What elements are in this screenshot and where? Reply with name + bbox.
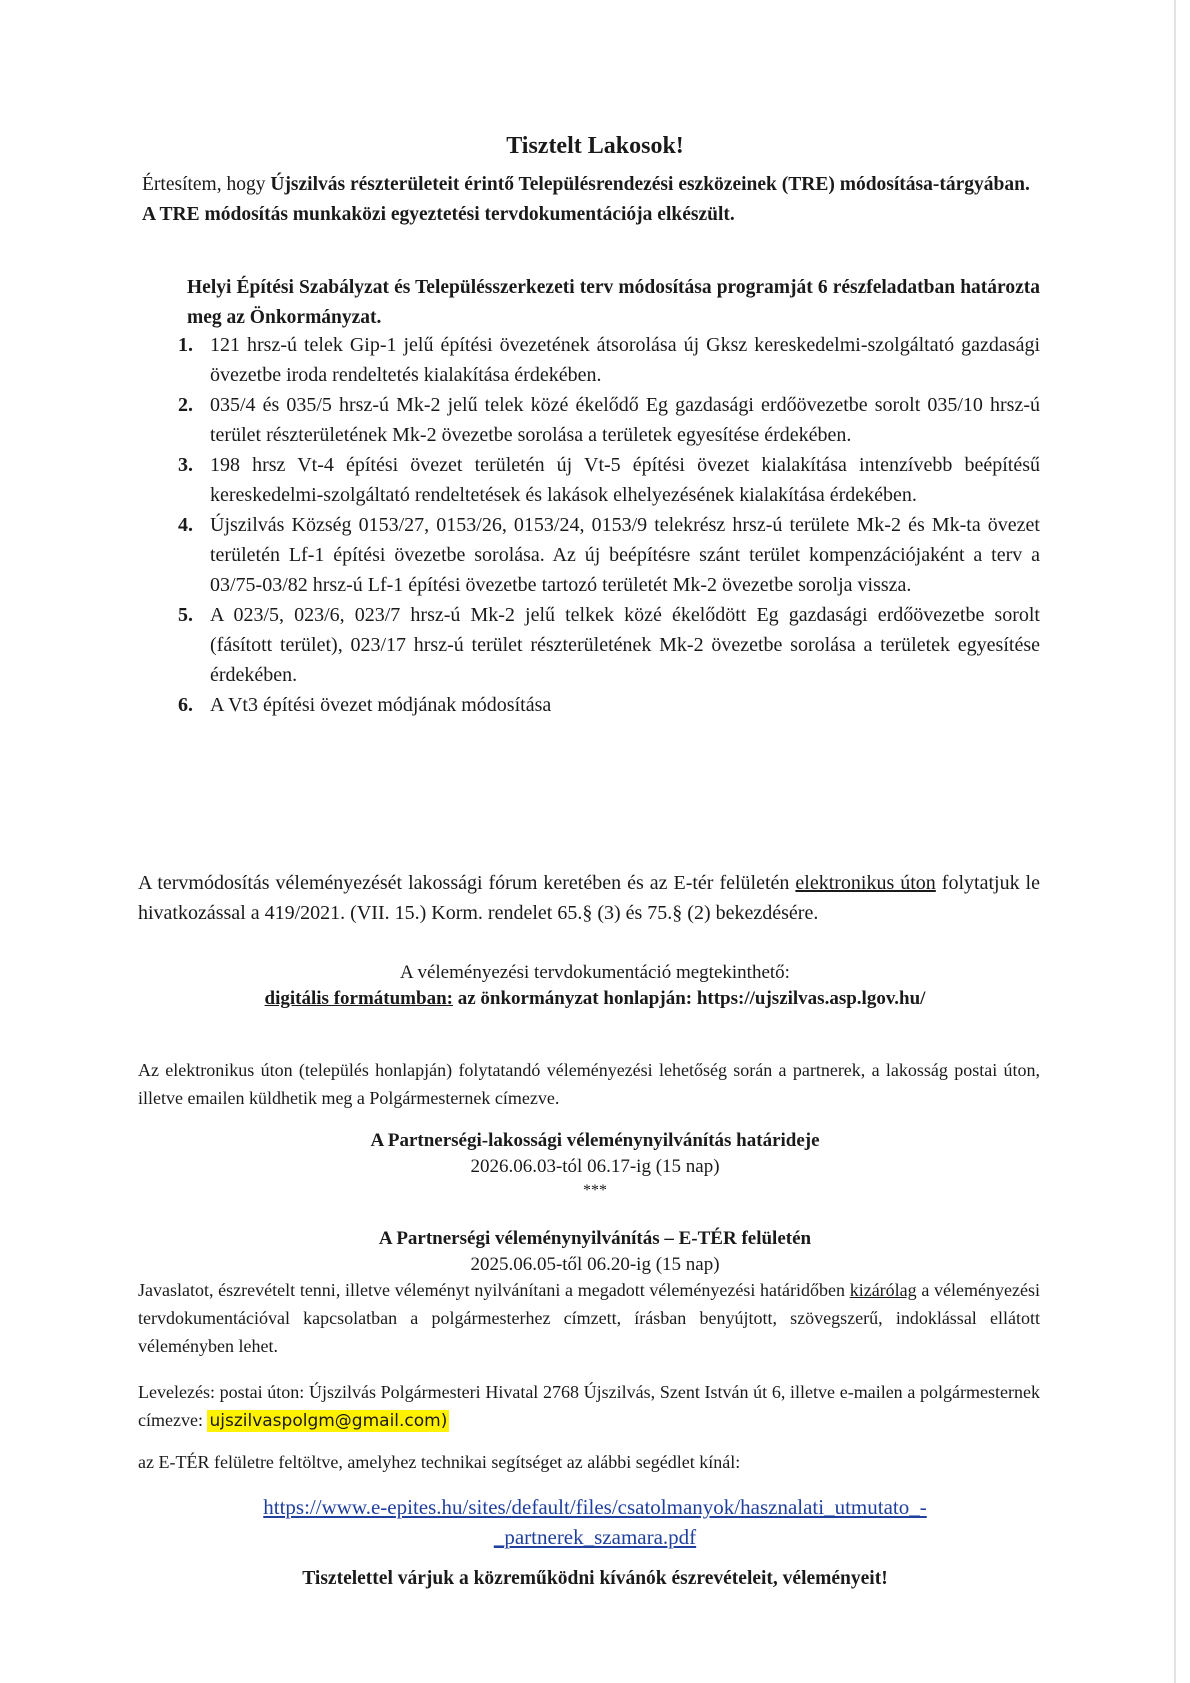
- intro-subject: Újszilvás részterületeit érintő Településrendezési eszközeinek (TRE) módosítása-tárgyában.: [270, 174, 1030, 195]
- digital-format-line: [0, 988, 1190, 1010]
- intro-prefix: Értesítem, hogy: [142, 174, 271, 195]
- list-item: [178, 390, 1040, 450]
- mail-paragraph: [138, 1378, 1040, 1435]
- guide-link-line1[interactable]: https://www.e-epites.hu/sites/default/files/csatolmanyok/hasznalati_utmutato_-: [263, 1495, 927, 1519]
- list-item: [178, 450, 1040, 510]
- guide-link-line2[interactable]: _partnerek_szamara.pdf: [493, 1525, 697, 1549]
- proposal-text-start: Javaslatot, észrevételt tenni, illetve véleményt nyilvánítani a megadott véleményezési határidőben: [138, 1280, 850, 1300]
- guide-link[interactable]: [0, 1492, 1190, 1552]
- task-list: [178, 330, 1040, 720]
- intro-status: A TRE módosítás munkaközi egyeztetési tervdokumentációja elkészült.: [142, 204, 735, 225]
- list-item-text: Újszilvás Község 0153/27, 0153/26, 0153/24, 0153/9 telekrész hrsz-ú területe Mk-2 és Mk-ta övezet területén Lf-1 építési övezetbe sorolása. Az új beépítésre szánt terület kompenzációjaként a terv a 03/75-03/82 hrsz-ú Lf-1 építési övezetbe tartozó területét Mk-2 övezetbe sorolja vissza.: [210, 514, 1040, 596]
- list-item-number: 3.: [178, 454, 193, 476]
- deadline-dates-eter: 2025.06.05-től 06.20-ig (15 nap): [470, 1254, 720, 1275]
- forum-paragraph: [138, 868, 1040, 928]
- electronic-paragraph: Az elektronikus úton (település honlapján) folytatandó véleményezési lehetőség során a partnerek, a lakosság postai úton, illetve emailen küldhetik meg a Polgármesternek címezve.: [138, 1060, 1040, 1108]
- proposal-paragraph: [138, 1276, 1040, 1360]
- eter-paragraph: az E-TÉR felületre feltöltve, amelyhez technikai segítséget az alábbi segédlet kínál:: [138, 1452, 741, 1472]
- proposal-text-end: a véleményezési tervdokumentációval kapcsolatban a polgármesterhez címzett, írásban benyújtott, szövegszerű, indoklással ellátott véleményben lehet.: [138, 1280, 1040, 1356]
- list-item: [178, 690, 1040, 720]
- list-item-number: 5.: [178, 604, 193, 626]
- list-item-number: 6.: [178, 694, 193, 716]
- list-item-text: 035/4 és 035/5 hrsz-ú Mk-2 jelű telek közé ékelődő Eg gazdasági erdőövezetbe sorolt 035/10 hrsz-ú terület részterületének Mk-2 övezetbe sorolása a területek egyesítése érdekében.: [210, 394, 1040, 446]
- list-item: [178, 510, 1040, 600]
- list-item-text: 121 hrsz-ú telek Gip-1 jelű építési övezetének átsorolása új Gksz kereskedelmi-szolgáltató gazdasági övezetbe iroda rendeltetés kialakítása érdekében.: [210, 334, 1040, 386]
- homepage-address: az önkormányzat honlapján: https://ujszilvas.asp.lgov.hu/: [452, 988, 926, 1009]
- closing-line: Tisztelettel várjuk a közreműködni kívánók észrevételeit, véleményeit!: [302, 1568, 888, 1589]
- list-item-number: 1.: [178, 334, 193, 356]
- page-edge-line: [1174, 0, 1176, 1683]
- mail-text: Levelezés: postai úton: Újszilvás Polgármesteri Hivatal 2768 Újszilvás, Szent István út 6, illetve e-mailen a polgármesternek címezve:: [138, 1382, 1040, 1430]
- list-item-text: A Vt3 építési övezet módjának módosítása: [210, 694, 552, 716]
- list-item: [178, 330, 1040, 390]
- list-item-number: 2.: [178, 394, 193, 416]
- list-item-number: 4.: [178, 514, 193, 536]
- forum-text-start: A tervmódosítás véleményezését lakossági fórum keretében és az E-tér felületén: [138, 872, 796, 894]
- intro-notice: [142, 170, 1040, 200]
- deadline-heading-eter: A Partnerségi véleménynyilvánítás – E-TÉR felületén: [378, 1228, 812, 1249]
- email-address[interactable]: ujszilvaspolgm@gmail.com): [209, 1411, 448, 1431]
- document-title: Tisztelt Lakosok!: [506, 133, 684, 159]
- list-item-text: A 023/5, 023/6, 023/7 hrsz-ú Mk-2 jelű telkek közé ékelődött Eg gazdasági erdőövezetbe sorolt (fásított terület), 023/17 hrsz-ú terület részterületének Mk-2 övezetbe sorolása a területek egyesítése érdekében.: [210, 604, 1040, 686]
- program-heading: Helyi Építési Szabályzat és Településszerkezeti terv módosítása programját 6 részfeladatban határozta meg az Önkormányzat.: [187, 277, 1040, 328]
- deadline-dates-public: 2026.06.03-tól 06.17-ig (15 nap): [470, 1156, 720, 1177]
- list-item: [178, 600, 1040, 690]
- forum-text-end: folytatjuk le hivatkozással a 419/2021. (VII. 15.) Korm. rendelet 65.§ (3) és 75.§ (2) bekezdésére.: [138, 872, 1040, 924]
- digital-format-label: digitális formátumban:: [264, 988, 453, 1009]
- intro-section: [142, 170, 1040, 230]
- separator-stars: ***: [583, 1182, 607, 1199]
- list-item-text: 198 hrsz Vt-4 építési övezet területén új Vt-5 építési övezet kialakítása intenzívebb beépítésű kereskedelmi-szolgáltató rendeltetések és lakások elhelyezésének kialakítása érdekében.: [210, 454, 1040, 506]
- deadline-heading-public: A Partnerségi-lakossági véleménynyilvánítás határideje: [370, 1130, 820, 1151]
- view-line: A véleményezési tervdokumentáció megtekinthető:: [400, 962, 790, 983]
- electronic-route-text: elektronikus úton: [795, 872, 936, 894]
- exclusively-text: kizárólag: [849, 1280, 917, 1300]
